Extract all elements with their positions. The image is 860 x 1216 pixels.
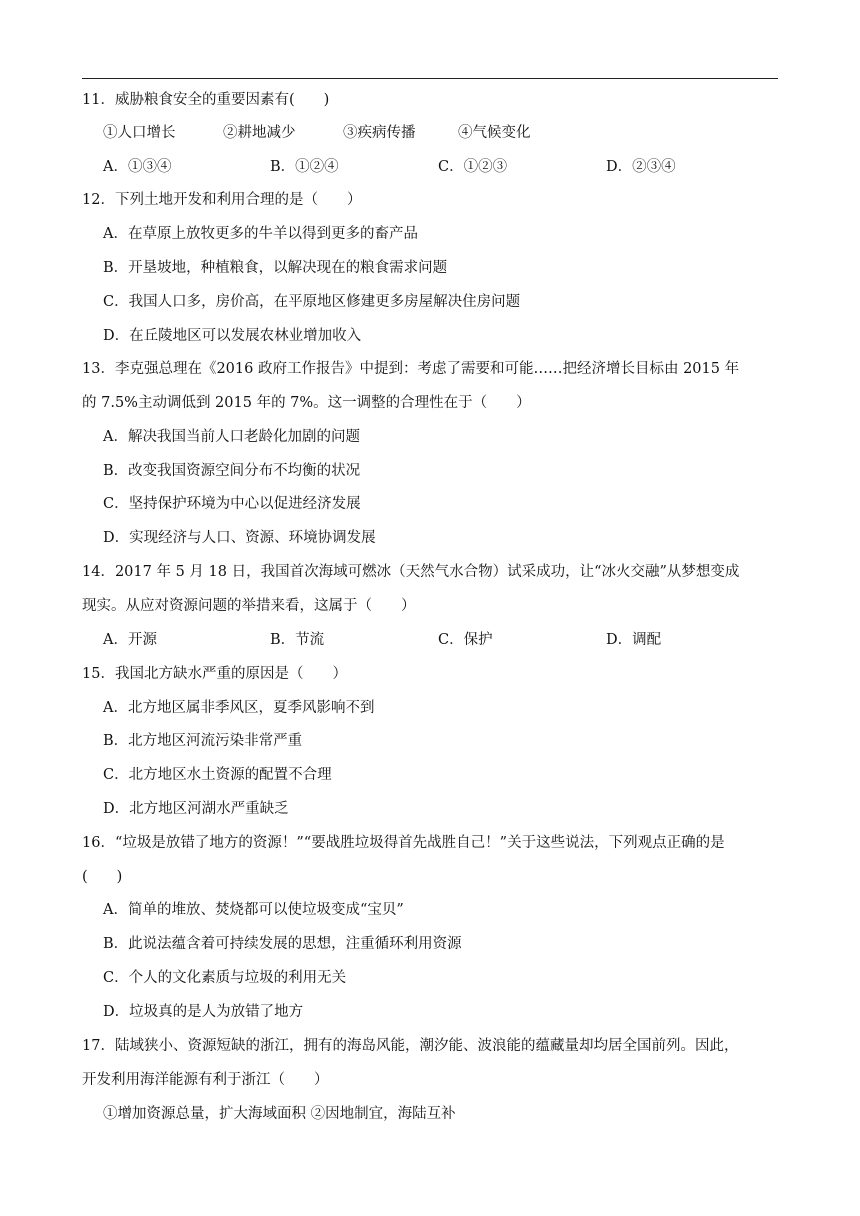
question-11-stem: 11．威胁粮食安全的重要因素有( ) [82, 92, 330, 108]
question-17-statements: ①增加资源总量，扩大海域面积 ②因地制宜，海陆互补 [103, 1106, 456, 1122]
question-12-stem: 12．下列土地开发和利用合理的是（ ） [82, 192, 362, 208]
option-c: C．①②③ [438, 159, 508, 175]
question-14-stem-line-1: 14．2017 年 5 月 18 日，我国首次海域可燃冰（天然气水合物）试采成功，让“冰火交融”从梦想变成 [82, 564, 740, 580]
question-12-option-b: B．开垦坡地，种植粮食，以解决现在的粮食需求问题 [103, 260, 448, 276]
question-16-option-d: D．垃圾真的是人为放错了地方 [103, 1004, 304, 1020]
question-13-option-b: B．改变我国资源空间分布不均衡的状况 [103, 463, 361, 479]
question-17-stem-line-1: 17．陆域狭小、资源短缺的浙江，拥有的海岛风能，潮汐能、波浪能的蕴藏量却均居全国前列。因此， [82, 1038, 739, 1054]
question-15-option-c: C．北方地区水土资源的配置不合理 [103, 767, 332, 783]
question-16-option-b: B．此说法蕴含着可持续发展的思想，注重循环利用资源 [103, 936, 462, 952]
option-b: B．节流 [270, 632, 325, 648]
question-12-option-a: A．在草原上放牧更多的牛羊以得到更多的畜产品 [103, 226, 418, 242]
header-rule [82, 78, 778, 79]
option-b: B．①②④ [270, 159, 339, 175]
question-14-stem-line-2: 现实。从应对资源问题的举措来看，这属于（ ） [82, 598, 416, 614]
question-13-stem-line-2: 的 7.5%主动调低到 2015 年的 7%。这一调整的合理性在于（ ） [82, 395, 531, 411]
question-15-option-a: A．北方地区属非季风区，夏季风影响不到 [103, 700, 375, 716]
question-13-stem-line-1: 13．李克强总理在《2016 政府工作报告》中提到：考虑了需要和可能……把经济增长目标由 2015 年 [82, 361, 740, 377]
question-11-options [103, 157, 783, 177]
option-d: D．调配 [606, 632, 662, 648]
question-16-stem-line-1: 16．“垃圾是放错了地方的资源！”“要战胜垃圾得首先战胜自己！”关于这些说法，下列观点正确的是 [82, 835, 725, 851]
question-16-stem-line-2: ( ) [82, 869, 123, 885]
option-a: A．①③④ [103, 159, 172, 175]
question-14-options [103, 630, 783, 650]
question-13-option-d: D．实现经济与人口、资源、环境协调发展 [103, 530, 376, 546]
statement-3: ③疾病传播 [343, 125, 416, 141]
statement-4: ④气候变化 [458, 125, 531, 141]
statement-2: ②耕地减少 [223, 125, 296, 141]
statement-1: ①人口增长 [103, 125, 176, 141]
question-15-stem: 15．我国北方缺水严重的原因是（ ） [82, 666, 347, 682]
question-12-option-c: C．我国人口多，房价高，在平原地区修建更多房屋解决住房问题 [103, 294, 521, 310]
question-11-statements [103, 123, 783, 143]
question-16-option-c: C．个人的文化素质与垃圾的利用无关 [103, 970, 347, 986]
option-a: A．开源 [103, 632, 157, 648]
question-16-option-a: A．简单的堆放、焚烧都可以使垃圾变成“宝贝” [103, 902, 404, 918]
option-c: C．保护 [438, 632, 493, 648]
question-17-stem-line-2: 开发利用海洋能源有利于浙江（ ） [82, 1072, 329, 1088]
question-13-option-c: C．坚持保护环境为中心以促进经济发展 [103, 496, 361, 512]
question-15-option-b: B．北方地区河流污染非常严重 [103, 733, 303, 749]
question-15-option-d: D．北方地区河湖水严重缺乏 [103, 801, 289, 817]
question-12-option-d: D．在丘陵地区可以发展农林业增加收入 [103, 328, 362, 344]
option-d: D．②③④ [606, 159, 676, 175]
question-13-option-a: A．解决我国当前人口老龄化加剧的问题 [103, 429, 360, 445]
